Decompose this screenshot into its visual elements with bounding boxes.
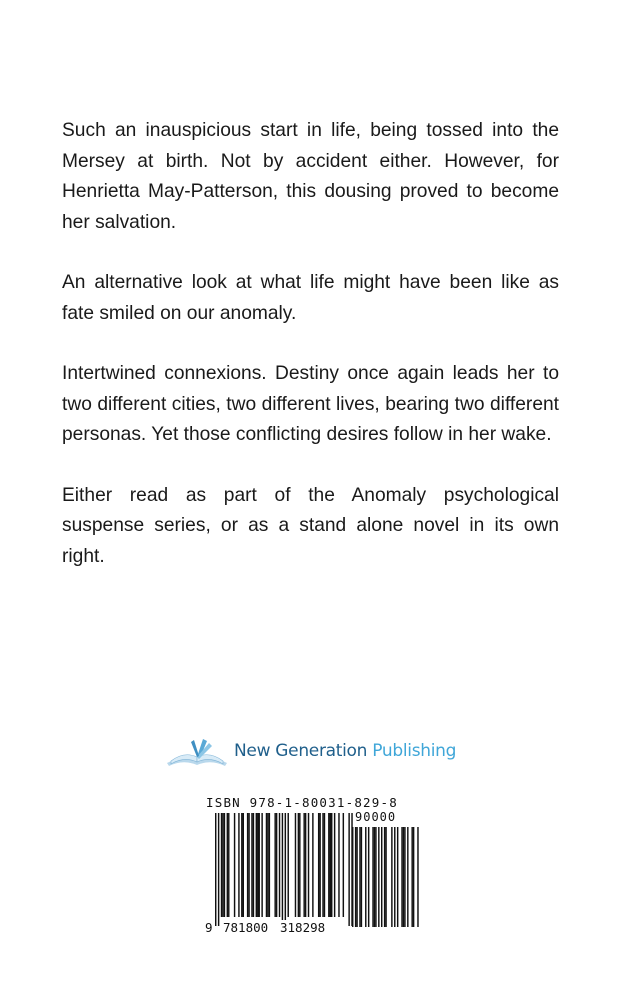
barcode-addon-bar — [365, 827, 366, 927]
barcode-bar — [218, 813, 219, 926]
barcode-bar — [305, 813, 306, 917]
barcode-bar — [334, 813, 335, 917]
barcode-addon-bar — [361, 827, 362, 927]
barcode-bar — [285, 813, 286, 926]
barcode-addon-bar — [403, 827, 404, 927]
barcode-addon-bar — [375, 827, 376, 927]
barcode-addon-bar — [391, 827, 392, 927]
barcode-bar — [221, 813, 222, 917]
barcode-bar — [269, 813, 270, 917]
barcode-addon-bar — [384, 827, 385, 927]
barcode-addon-bar — [401, 827, 402, 927]
barcode-addon-bar — [417, 827, 418, 927]
barcode-bar — [247, 813, 248, 917]
barcode-bar — [261, 813, 262, 917]
barcode-bar — [251, 813, 252, 917]
barcode-bar — [257, 813, 258, 917]
barcode-addon-bar — [397, 827, 398, 927]
barcode-addon-bar — [368, 827, 369, 927]
barcode-addon-bar — [359, 827, 360, 927]
barcode-bar — [276, 813, 277, 917]
barcode-bar — [259, 813, 260, 917]
barcode-addon-bar — [356, 827, 357, 927]
barcode-addon-bar — [372, 827, 373, 927]
barcode-bar — [348, 813, 349, 926]
barcode-bar — [282, 813, 283, 926]
barcode-bar — [330, 813, 331, 917]
barcode-bar — [331, 813, 332, 917]
barcode-addon-bar — [411, 827, 412, 927]
barcode-lead-digit: 9 — [205, 920, 213, 935]
barcode-addon-bar — [404, 827, 405, 927]
barcode-bar — [299, 813, 300, 917]
barcode-bar — [248, 813, 249, 917]
barcode-bar — [288, 813, 289, 917]
barcode-bar — [253, 813, 254, 917]
isbn-barcode — [200, 795, 425, 945]
barcode-addon-bar — [355, 827, 356, 927]
barcode-addon-bar — [381, 827, 382, 927]
barcode-bar — [241, 813, 242, 917]
isbn-label: ISBN 978-1-80031-829-8 — [206, 795, 398, 810]
barcode-bar — [324, 813, 325, 917]
barcode-bar — [318, 813, 319, 917]
barcode-bar — [295, 813, 296, 917]
blurb-paragraph-2: An alternative look at what life might have been like as fate smiled on our anomaly. — [62, 272, 559, 324]
barcode-addon-bar — [352, 827, 353, 927]
barcode-bar — [267, 813, 268, 917]
barcode-bar — [328, 813, 329, 917]
barcode-bar — [322, 813, 323, 917]
barcode-right-digits: 318298 — [280, 920, 326, 935]
barcode-bar — [338, 813, 339, 917]
barcode-price-code: 90000 — [355, 810, 397, 824]
barcode-bar — [222, 813, 223, 917]
barcode-bar — [274, 813, 275, 917]
barcode-left-digits: 781800 — [223, 920, 269, 935]
barcode-bar — [243, 813, 244, 917]
barcode-bar — [215, 813, 216, 926]
barcode-addon-bar — [374, 827, 375, 927]
blurb-paragraph-4: Either read as part of the Anomaly psychological suspense series, or as a stand alone novel in its own right. — [62, 484, 559, 567]
barcode-bar — [343, 813, 344, 917]
barcode-bar — [228, 813, 229, 917]
barcode-bar — [224, 813, 225, 917]
back-cover-blurb — [62, 116, 559, 602]
barcode-addon-bar — [385, 827, 386, 927]
barcode-addon-bar — [394, 827, 395, 927]
publisher-logo — [163, 733, 463, 769]
publisher-name: New Generation Publishing — [234, 741, 457, 761]
blurb-paragraph-1: Such an inauspicious start in life, being tossed into the Mersey at birth. Not by accident either. However, for Henrietta May-Patterson, this dousing proved to become her salvation. — [62, 120, 559, 233]
barcode-bar — [312, 813, 313, 917]
barcode-bar — [308, 813, 309, 917]
barcode-bar — [227, 813, 228, 917]
open-book-icon — [163, 733, 231, 769]
barcode-bar — [266, 813, 267, 917]
barcode-bar — [238, 813, 239, 917]
barcode-bar — [319, 813, 320, 917]
blurb-paragraph-3: Intertwined connexions. Destiny once again leads her to two different cities, two different lives, bearing two different personas. Yet those conflicting desires follow in her wake. — [62, 363, 559, 445]
barcode-addon-bar — [413, 827, 414, 927]
barcode-bar — [256, 813, 257, 917]
barcode-bar — [279, 813, 280, 917]
barcode-bar — [298, 813, 299, 917]
barcode-addon-bar — [407, 827, 408, 927]
barcode-addon-bar — [378, 827, 379, 927]
barcode-bar — [234, 813, 235, 917]
barcode-bar — [303, 813, 304, 917]
